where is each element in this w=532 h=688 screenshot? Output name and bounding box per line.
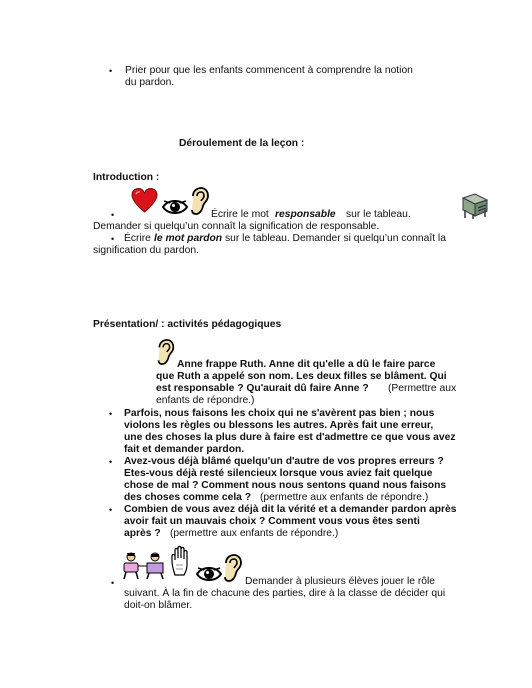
intro-item-2-line-2: signification du pardon.	[93, 245, 199, 256]
question-2-line-3: chose de mal ? Comment nous nous sentons quand nous faisons	[124, 480, 447, 491]
eye-icon	[196, 565, 222, 583]
question-1-line-3: une des choses la plus dure à faire est d'admettre ce que vous avez	[124, 432, 456, 443]
intro-item-1-text-b: sur le tableau.	[346, 209, 411, 220]
bullet: •	[109, 505, 113, 515]
question-3-line-3-bold: après ?	[124, 528, 161, 539]
bullet: •	[109, 409, 113, 419]
bullet: •	[109, 66, 113, 76]
intro-item-2-text-a: Écrire	[124, 233, 151, 244]
role-play-children-icon	[121, 551, 167, 581]
question-2-line-4-note: (permettre aux enfants de répondre.)	[260, 492, 429, 503]
story-line-3-bold: est responsable ? Qu'aurait dû faire Anne ?	[156, 383, 369, 394]
eye-icon	[162, 198, 188, 216]
heart-icon	[131, 187, 158, 214]
activity-line-3: doit-on blâmer.	[124, 600, 193, 611]
desk-icon	[460, 192, 490, 220]
story-line-1: Anne frappe Ruth. Anne dit qu'elle a dû le faire parce	[177, 359, 436, 370]
question-2-line-4-bold: des choses comme cela ?	[124, 492, 252, 503]
ear-icon	[155, 339, 175, 365]
prayer-line-1: Prier pour que les enfants commencent à comprendre la notion	[125, 65, 413, 76]
question-2-line-2: Etes-vous déjà resté silencieux lorsque vous aviez fait quelque	[124, 468, 433, 479]
introduction-heading: Introduction :	[93, 172, 160, 183]
question-3-line-2: avoir fait un mauvais choix ? Comment vous vous êtes senti	[124, 516, 420, 527]
bullet: •	[109, 457, 113, 467]
question-3-line-3-note: (permettre aux enfants de répondre.)	[170, 528, 339, 539]
story-line-4: enfants de répondre.)	[156, 395, 255, 406]
question-1-line-2: violons les règles ou blessons les autres. Après fait une erreur,	[124, 420, 434, 431]
story-line-2: que Ruth a appelé son nom. Les deux filles se blâment. Qui	[156, 371, 447, 382]
activity-line-2: suivant. À la fin de chacune des parties, dire à la classe de décider qui	[124, 588, 446, 599]
activity-line-1: Demander à plusieurs élèves jouer le rôle	[245, 576, 436, 587]
bullet: •	[111, 234, 115, 244]
story-line-3-note: (Permettre aux	[388, 383, 457, 394]
intro-item-2-text-b: sur le tableau. Demander si quelqu’un connaît la	[225, 233, 446, 244]
prayer-line-2: du pardon.	[125, 77, 175, 88]
ear-icon	[189, 187, 209, 215]
question-1-line-1: Parfois, nous faisons les choix qui ne s'avèrent pas bien ; nous	[124, 408, 435, 419]
intro-item-1-keyword: responsable	[275, 209, 336, 220]
ear-icon	[222, 554, 242, 582]
hand-icon	[170, 545, 192, 577]
presentation-heading: Présentation/ : activités pédagogiques	[93, 319, 282, 330]
question-1-line-4: fait et demander pardon.	[124, 444, 245, 455]
question-3-line-1: Combien de vous avez déjà dit la vérité et a demander pardon après	[124, 504, 457, 515]
bullet: •	[111, 578, 115, 588]
intro-item-1-text-a: Écrire le mot	[211, 209, 269, 220]
intro-item-1-line-2: Demander si quelqu’un connaît la signification de responsable.	[93, 221, 380, 232]
lesson-heading: Déroulement de la leçon :	[179, 138, 305, 149]
intro-item-2-keyword: le mot pardon	[154, 233, 223, 244]
bullet: •	[111, 210, 115, 220]
question-2-line-1: Avez-vous déjà blâmé quelqu'un d'autre de vos propres erreurs ?	[124, 456, 444, 467]
